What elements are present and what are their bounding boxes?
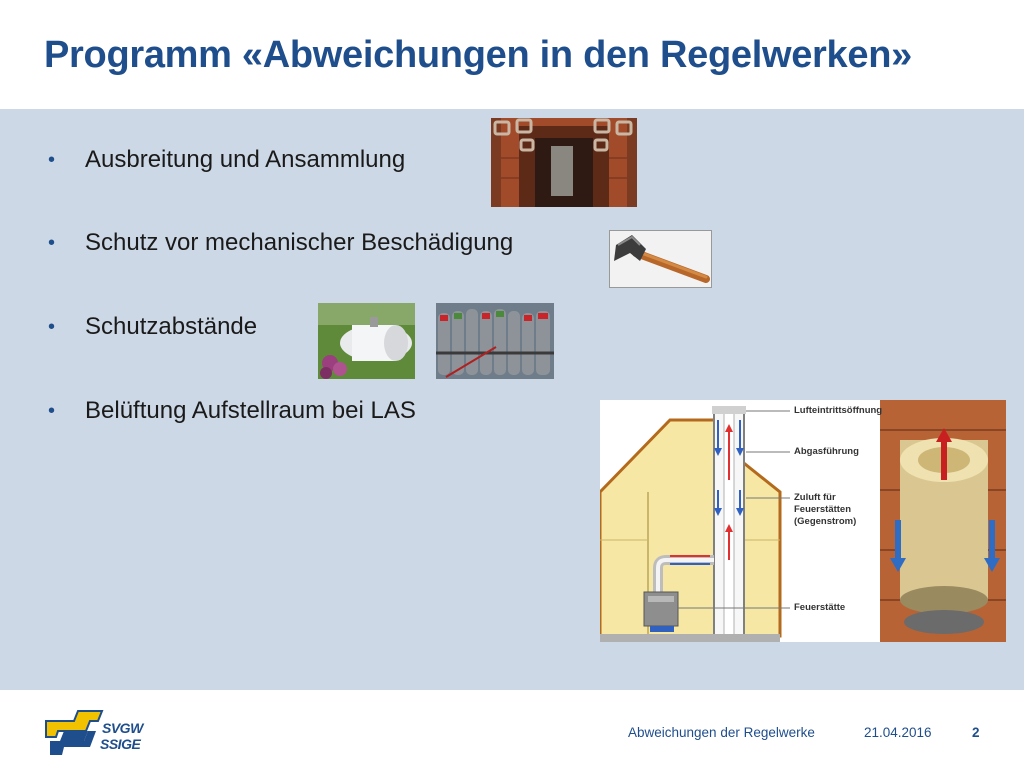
bullet-text: Schutzabstände xyxy=(85,313,258,340)
bullet-dot-icon: • xyxy=(48,315,56,338)
bullet-item-2 xyxy=(48,229,513,257)
diagram-label-supply-air-2: Feuerstätten xyxy=(794,504,852,515)
chimney-photo xyxy=(491,118,637,207)
footer-date: 21.04.2016 xyxy=(864,725,932,740)
bullet-item-4 xyxy=(48,397,416,425)
page-number: 2 xyxy=(972,725,980,740)
footer-subject: Abweichungen der Regelwerke xyxy=(628,725,815,740)
las-chimney-diagram xyxy=(600,400,1006,642)
diagram-label-supply-air-3: (Gegenstrom) xyxy=(794,516,857,527)
diagram-label-flue: Abgasführung xyxy=(794,446,859,457)
logo-text-ssige: SSIGE xyxy=(100,736,141,752)
bullet-item-1 xyxy=(48,146,405,174)
gas-cylinders-photo xyxy=(436,303,554,379)
gas-tank-photo xyxy=(318,303,415,379)
slide-title: Programm «Abweichungen in den Regelwerken» xyxy=(44,34,912,76)
hammer-photo xyxy=(609,230,712,288)
diagram-label-boiler: Feuerstätte xyxy=(794,602,846,613)
bullet-dot-icon: • xyxy=(48,399,56,422)
bullet-text: Schutz vor mechanischer Beschädigung xyxy=(85,229,514,256)
diagram-label-air-inlet: Lufteintrittsöffnung xyxy=(794,405,883,416)
logo-text-svgw: SVGW xyxy=(102,720,143,736)
bullet-item-3 xyxy=(48,313,257,341)
svgw-logo xyxy=(44,707,150,759)
bullet-dot-icon: • xyxy=(48,231,56,254)
bullet-text: Ausbreitung und Ansammlung xyxy=(85,146,406,173)
diagram-label-supply-air-1: Zuluft für xyxy=(794,492,836,503)
bullet-text: Belüftung Aufstellraum bei LAS xyxy=(85,397,416,424)
bullet-dot-icon: • xyxy=(48,148,56,171)
